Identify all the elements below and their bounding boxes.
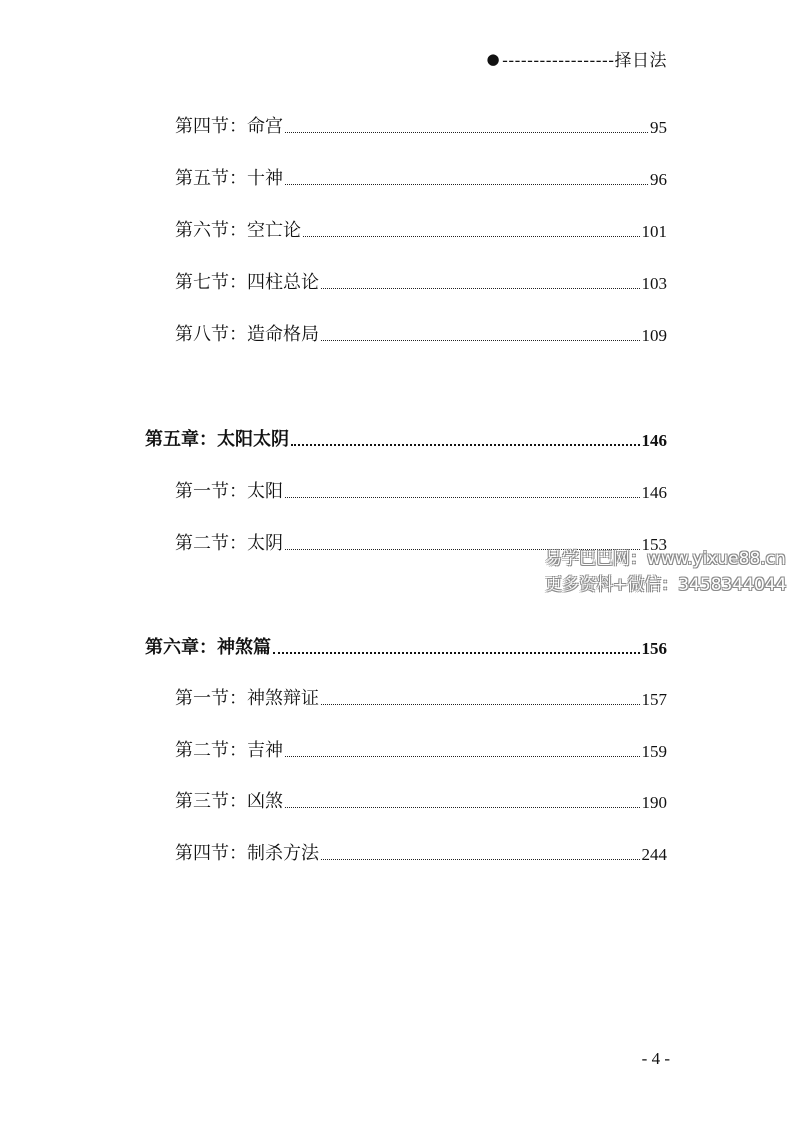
toc-entry[interactable]: [175, 268, 667, 294]
toc-entry-label: 第二节：太阴: [175, 533, 283, 554]
dot-leader: [321, 288, 640, 289]
toc-entry-label: 第七节：四柱总论: [175, 272, 319, 293]
toc-chapter-label: 第五章：太阳太阴: [145, 429, 289, 450]
toc-entry-page: 153: [641, 535, 667, 554]
toc-entry-page: 190: [641, 793, 667, 812]
dot-leader: [285, 184, 648, 185]
toc-entry-page: 159: [641, 742, 667, 761]
dot-leader: [291, 444, 640, 446]
toc-entry-page: 103: [641, 274, 667, 293]
toc-chapter-page: 156: [641, 639, 667, 658]
dot-leader: [321, 340, 640, 341]
toc-entry-label: 第六节：空亡论: [175, 220, 301, 241]
toc-entry[interactable]: [175, 684, 667, 710]
toc-entry-label: 第五节：十神: [175, 168, 283, 189]
dot-leader: [285, 756, 640, 757]
toc-entry-label: 第四节：制杀方法: [175, 843, 319, 864]
toc-entry[interactable]: [175, 112, 667, 138]
running-header: [487, 46, 668, 71]
header-title: ------------------择日法: [502, 51, 667, 71]
toc-entry-label: 第二节：吉神: [175, 740, 283, 761]
toc-entry-label: 第一节：神煞辩证: [175, 688, 319, 709]
page-number: - 4 -: [641, 1049, 670, 1068]
toc-entry-label: 第四节：命宫: [175, 116, 283, 137]
toc-entry-page: 244: [641, 845, 667, 864]
toc-entry-label: 第三节：凶煞: [175, 791, 283, 812]
toc-entry[interactable]: [175, 164, 667, 190]
toc-entry[interactable]: [175, 216, 667, 242]
dot-leader: [285, 497, 640, 498]
toc-entry[interactable]: [175, 320, 667, 346]
toc-chapter[interactable]: [145, 425, 667, 451]
toc-entry-page: 109: [641, 326, 667, 345]
dot-leader: [285, 807, 640, 808]
toc-entry[interactable]: [175, 839, 667, 865]
toc-entry-page: 157: [641, 690, 667, 709]
toc-chapter[interactable]: [145, 633, 667, 659]
toc-chapter-label: 第六章：神煞篇: [145, 637, 271, 658]
dot-leader: [273, 652, 640, 654]
toc-entry-label: 第一节：太阳: [175, 481, 283, 502]
watermark-line-1: 易学巴巴网：www.yixue88.cn: [545, 549, 786, 569]
bullet-icon: ●: [486, 49, 501, 68]
dot-leader: [303, 236, 640, 237]
watermark-line-2: 更多资料+微信：3458344044: [545, 575, 787, 595]
toc-entry[interactable]: [175, 477, 667, 503]
toc-entry[interactable]: [175, 787, 667, 813]
toc-entry-page: 95: [650, 118, 667, 137]
toc-entry[interactable]: [175, 736, 667, 762]
toc-chapter-page: 146: [641, 431, 667, 450]
dot-leader: [321, 859, 640, 860]
toc-entry-label: 第八节：造命格局: [175, 324, 319, 345]
toc-entry-page: 146: [641, 483, 667, 502]
toc-entry-page: 96: [650, 170, 667, 189]
toc-entry-page: 101: [641, 222, 667, 241]
dot-leader: [285, 132, 648, 133]
dot-leader: [321, 704, 640, 705]
